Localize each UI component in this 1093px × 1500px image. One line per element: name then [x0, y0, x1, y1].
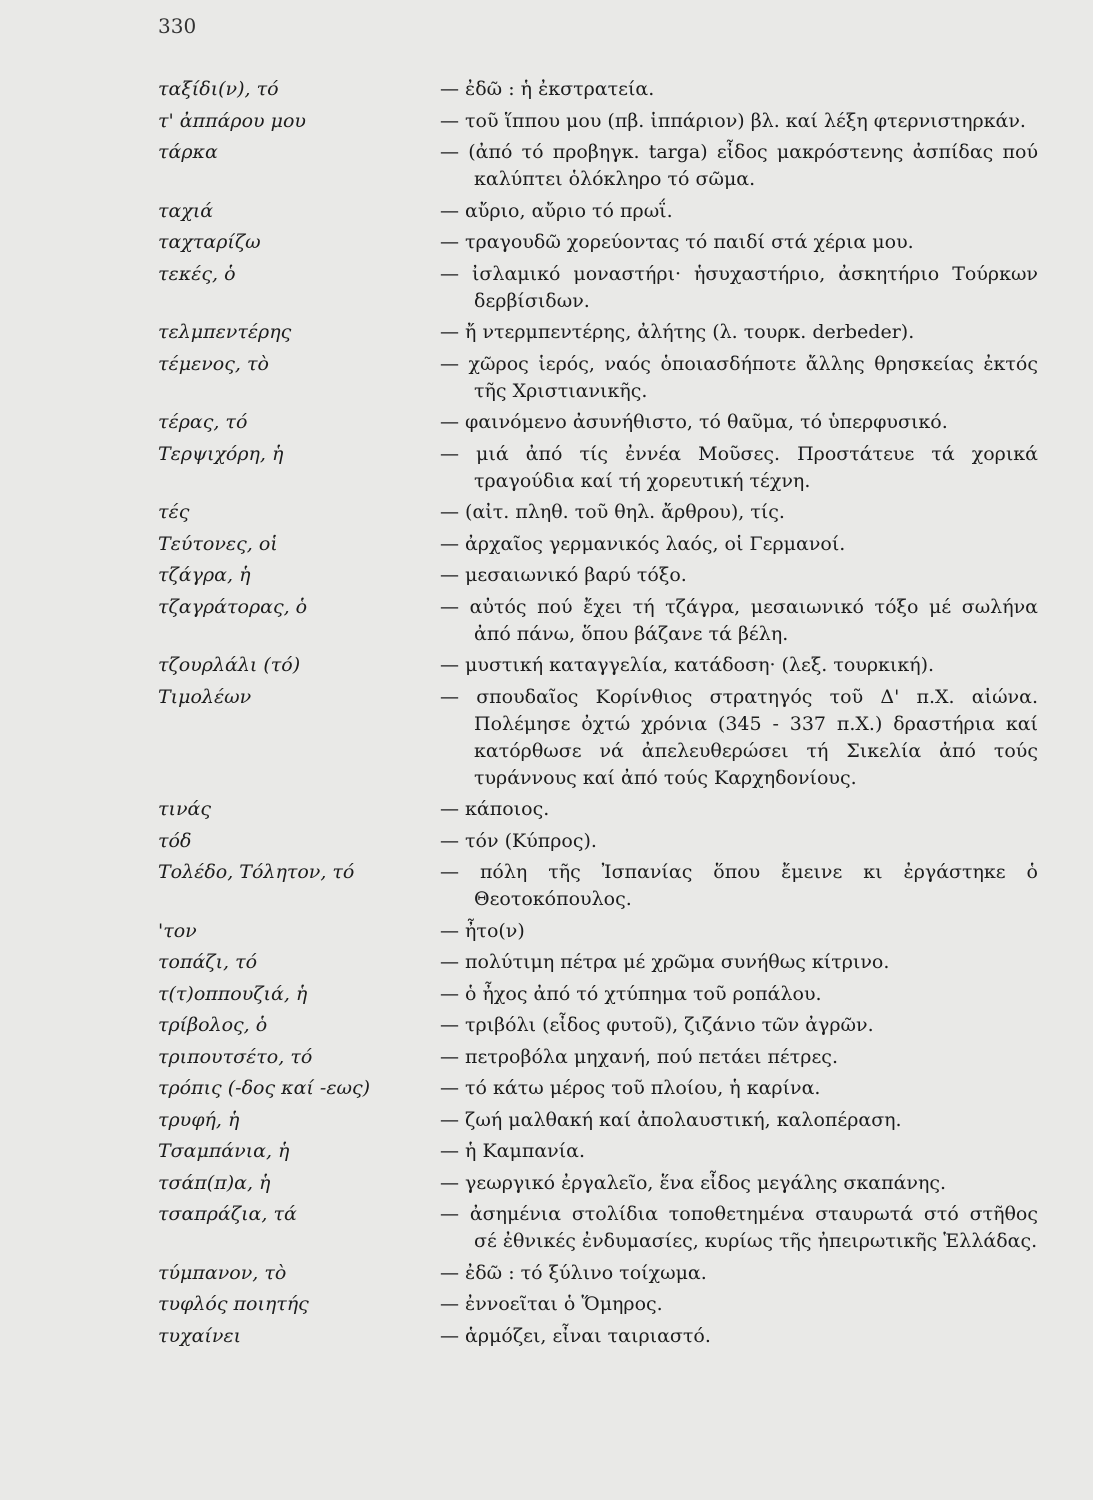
entry-definition: — ζωή μαλθακή καί ἀπολαυστική, καλοπέραση.: [440, 1107, 1038, 1134]
entry-definition: — σπουδαῖος Κορίνθιος στρατηγός τοῦ Δ' π.Χ. αἰώνα. Πολέμησε ὀχτώ χρόνια (345 - 337 π.Χ.) δραστήρια καί κατόρθωσε νά ἀπελευθερώσει τή Σικελία ἀπό τούς τυράννους καί ἀπό τούς Καρχηδονίους.: [440, 684, 1038, 792]
entry-definition: — τόν (Κύπρος).: [440, 828, 1038, 855]
entry-term: τρόπις (-δος καί -εως): [158, 1077, 371, 1099]
entry-definition: — ἰσλαμικό μοναστήρι· ἡσυχαστήριο, ἀσκητήριο Τούρκων δερβίσιδων.: [440, 261, 1038, 315]
entry-term: τές: [158, 501, 190, 523]
glossary-entry: [158, 796, 1038, 823]
glossary-entry: [158, 1201, 1038, 1255]
entry-term: τυφλός ποιητής: [158, 1293, 309, 1315]
entry-definition: — ἀρχαῖος γερμανικός λαός, οἱ Γερμανοί.: [440, 531, 1038, 558]
glossary-entry: [158, 351, 1038, 405]
entry-term: τρυφή, ἡ: [158, 1108, 240, 1131]
entry-definition: — τοῦ ἵππου μου (πβ. ἱππάριον) βλ. καί λέξη φτερνιστηρκάν.: [440, 108, 1038, 135]
entry-term: Τερψιχόρη, ἡ: [158, 442, 284, 465]
entry-definition: — μιά ἀπό τίς ἐννέα Μοῦσες. Προστάτευε τά χορικά τραγούδια καί τή χορευτική τέχνη.: [440, 441, 1038, 495]
glossary-entry: [158, 949, 1038, 976]
glossary-entry: [158, 1012, 1038, 1039]
glossary-entry: [158, 918, 1038, 945]
entry-definition: — τριβόλι (εἶδος φυτοῦ), ζιζάνιο τῶν ἀγρῶν.: [440, 1012, 1038, 1039]
glossary-entry: [158, 1323, 1038, 1350]
entry-definition: — (ἀπό τό προβηγκ. targa) εἶδος μακρόστενης ἀσπίδας πού καλύπτει ὁλόκληρο τό σῶμα.: [440, 139, 1038, 193]
entry-definition: — τό κάτω μέρος τοῦ πλοίου, ἡ καρίνα.: [440, 1075, 1038, 1102]
glossary-entry: [158, 261, 1038, 315]
entry-definition: — φαινόμενο ἀσυνήθιστο, τό θαῦμα, τό ὑπερφυσικό.: [440, 409, 1038, 436]
entry-definition: — κάποιος.: [440, 796, 1038, 823]
glossary-entry: [158, 1260, 1038, 1287]
entry-term: Τσαμπάνια, ἡ: [158, 1140, 290, 1162]
glossary-entry: [158, 828, 1038, 855]
entry-definition: — ἐδῶ : ἡ ἐκστρατεία.: [440, 76, 1038, 103]
entry-term: τριπουτσέτο, τό: [158, 1045, 313, 1068]
glossary-entry: [158, 562, 1038, 589]
glossary-list: [158, 76, 1038, 1354]
glossary-entry: [158, 441, 1038, 495]
entry-term: τζαγράτορας, ὁ: [158, 595, 308, 618]
entry-definition: — ἀσημένια στολίδια τοποθετημένα σταυρωτά στό στῆθος σέ ἐθνικές ἐνδυμασίες, κυρίως τῆς ἠπειρωτικῆς Ἑλλάδας.: [440, 1201, 1038, 1255]
glossary-entry: [158, 409, 1038, 436]
entry-definition: — ἦτο(ν): [440, 918, 1038, 945]
entry-term: τυχαίνει: [158, 1324, 242, 1347]
entry-definition: — χῶρος ἱερός, ναός ὁποιασδήποτε ἄλλης θρησκείας ἐκτός τῆς Χριστιανικῆς.: [440, 351, 1038, 405]
entry-definition: — μεσαιωνικό βαρύ τόξο.: [440, 562, 1038, 589]
glossary-entry: [158, 652, 1038, 679]
glossary-entry: [158, 859, 1038, 913]
entry-definition: — ἐννοεῖται ὁ Ὅμηρος.: [440, 1291, 1038, 1318]
entry-term: τάρκα: [158, 141, 218, 163]
entry-term: 'τον: [158, 919, 197, 942]
entry-definition: — πόλη τῆς Ἰσπανίας ὅπου ἔμεινε κι ἐργάστηκε ὁ Θεοτοκόπουλος.: [440, 859, 1038, 913]
entry-definition: — μυστική καταγγελία, κατάδοση· (λεξ. τουρκική).: [440, 652, 1038, 679]
page-number: 330: [158, 14, 197, 38]
entry-definition: — πετροβόλα μηχανή, πού πετάει πέτρες.: [440, 1044, 1038, 1071]
entry-term: τζουρλάλι (τό): [158, 654, 301, 676]
glossary-entry: [158, 1075, 1038, 1102]
entry-definition: — ἐδῶ : τό ξύλινο τοίχωμα.: [440, 1260, 1038, 1287]
glossary-entry: [158, 594, 1038, 648]
glossary-entry: [158, 531, 1038, 558]
entry-term: τ(τ)οππουζιά, ἡ: [158, 982, 308, 1005]
entry-term: τζάγρα, ἡ: [158, 564, 251, 586]
entry-term: τσάπ(π)α, ἡ: [158, 1171, 271, 1194]
entry-term: ταχιά: [158, 199, 214, 222]
entry-term: ταξίδι(ν), τό: [158, 78, 279, 100]
entry-term: τέρας, τό: [158, 411, 248, 433]
entry-definition: — τραγουδῶ χορεύοντας τό παιδί στά χέρια μου.: [440, 229, 1038, 256]
entry-term: Τεύτονες, οἱ: [158, 532, 278, 555]
entry-definition: — αὔριο, αὔριο τό πρωΐ.: [440, 198, 1038, 225]
glossary-entry: [158, 1044, 1038, 1071]
glossary-entry: [158, 139, 1038, 193]
entry-term: τόδ: [158, 829, 192, 852]
entry-term: τοπάζι, τό: [158, 951, 258, 973]
glossary-entry: [158, 76, 1038, 103]
glossary-entry: [158, 108, 1038, 135]
glossary-entry: [158, 1107, 1038, 1134]
entry-term: τεκές, ὁ: [158, 262, 236, 285]
entry-term: τρίβολος, ὁ: [158, 1014, 268, 1036]
entry-term: τέμενος, τὸ: [158, 352, 269, 375]
glossary-entry: [158, 319, 1038, 346]
glossary-entry: [158, 684, 1038, 792]
entry-term: Τιμολέων: [158, 685, 252, 708]
entry-definition: — ὁ ἦχος ἀπό τό χτύπημα τοῦ ροπάλου.: [440, 981, 1038, 1008]
entry-definition: — γεωργικό ἐργαλεῖο, ἕνα εἶδος μεγάλης σκαπάνης.: [440, 1170, 1038, 1197]
glossary-entry: [158, 1291, 1038, 1318]
entry-definition: — ἡ Καμπανία.: [440, 1138, 1038, 1165]
entry-term: ταχταρίζω: [158, 231, 261, 253]
glossary-entry: [158, 1138, 1038, 1165]
glossary-entry: [158, 499, 1038, 526]
glossary-entry: [158, 229, 1038, 256]
entry-definition: — ἁρμόζει, εἶναι ταιριαστό.: [440, 1323, 1038, 1350]
entry-term: τ' ἀππάρου μου: [158, 109, 306, 132]
entry-term: τελμπεντέρης: [158, 321, 292, 343]
glossary-entry: [158, 198, 1038, 225]
entry-term: τινάς: [158, 798, 211, 820]
glossary-entry: [158, 981, 1038, 1008]
entry-term: τσαπράζια, τά: [158, 1203, 297, 1225]
glossary-entry: [158, 1170, 1038, 1197]
entry-term: Τολέδο, Τόλητον, τό: [158, 861, 355, 883]
entry-definition: — πολύτιμη πέτρα μέ χρῶμα συνήθως κίτρινο.: [440, 949, 1038, 976]
entry-definition: — αὐτός πού ἔχει τή τζάγρα, μεσαιωνικό τόξο μέ σωλήνα ἀπό πάνω, ὅπου βάζανε τά βέλη.: [440, 594, 1038, 648]
entry-definition: — ἤ ντερμπεντέρης, ἀλήτης (λ. τουρκ. derbeder).: [440, 319, 1038, 346]
entry-definition: — (αἰτ. πληθ. τοῦ θηλ. ἄρθρου), τίς.: [440, 499, 1038, 526]
entry-term: τύμπανον, τὸ: [158, 1261, 287, 1284]
